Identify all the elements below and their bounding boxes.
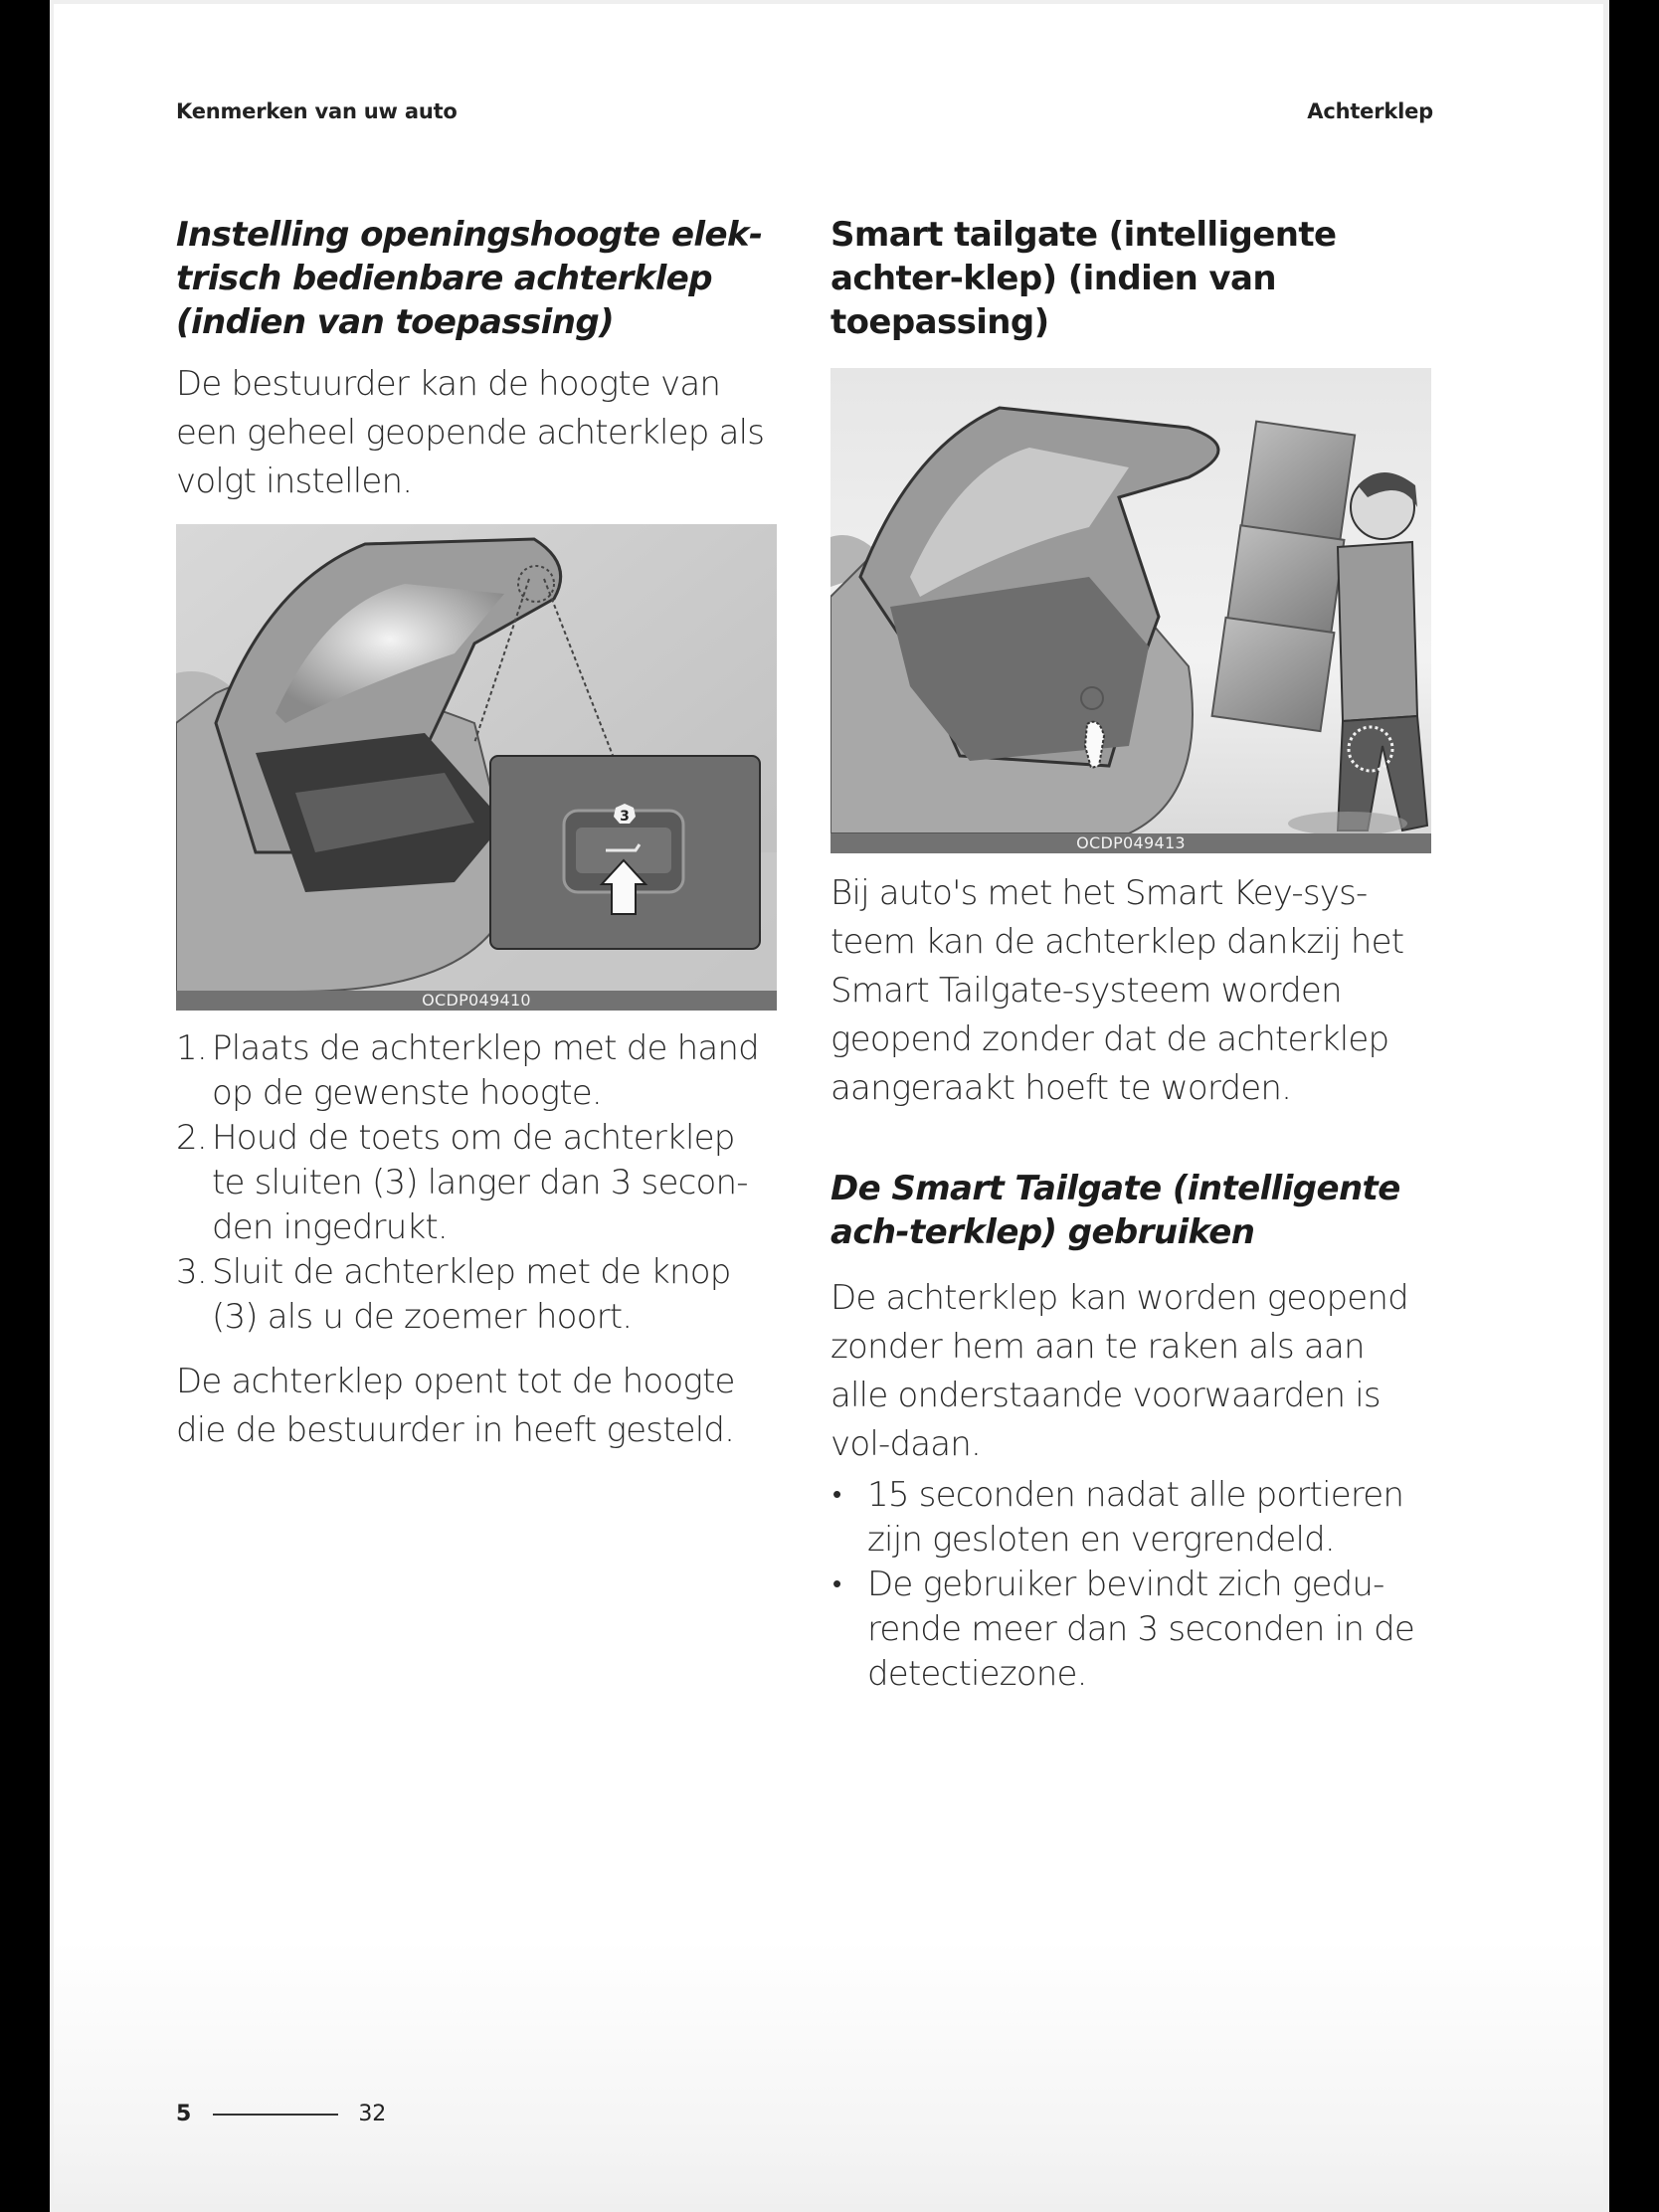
step-number: 2.: [176, 1118, 207, 1158]
person-torso: [1338, 542, 1417, 721]
smart-key-paragraph: Bij auto's met het Smart Key-sys-teem kan de achterklep dankzij het Smart Tailgate-systeem worden geopend zonder dat de achterklep aangeraakt hoeft te worden.: [830, 873, 1404, 1108]
figure-caption: OCDP049413: [830, 833, 1431, 853]
footer-rule: [213, 2114, 338, 2116]
left-column: [176, 213, 777, 1455]
shadow: [1288, 812, 1407, 835]
closing-paragraph: De achterklep opent tot de hoogte die de bestuurder in heeft gesteld.: [176, 1362, 735, 1450]
bullet-icon: •: [832, 1569, 841, 1599]
conditions-intro: De achterklep kan worden geopend zonder hem aan te raken als aan alle onderstaande voorwaarden is vol-daan.: [830, 1278, 1408, 1464]
figure-tailgate-button: [176, 524, 777, 1011]
figure-caption: OCDP049410: [176, 991, 777, 1011]
condition-item: [830, 1563, 1431, 1697]
step-text: Plaats de achterklep met de hand op de gewenste hoogte.: [212, 1028, 759, 1113]
subheading-using-smart-tailgate: De Smart Tailgate (intelligente ach-terklep) gebruiken: [830, 1169, 1400, 1252]
step-number: 3.: [176, 1252, 207, 1292]
bullet-icon: •: [832, 1480, 841, 1510]
right-column: [830, 213, 1431, 1697]
intro-paragraph: De bestuurder kan de hoogte van een geheel geopende achterklep als volgt instellen.: [176, 364, 765, 501]
condition-item: [830, 1473, 1431, 1563]
running-header-chapter: Kenmerken van uw auto: [176, 99, 458, 123]
figure-smart-tailgate: [830, 368, 1431, 853]
condition-text: 15 seconden nadat alle portieren zijn gesloten en vergrendeld.: [867, 1475, 1404, 1560]
step-text: Houd de toets om de achterklep te sluiten (3) langer dan 3 secon-den ingedrukt.: [212, 1118, 748, 1247]
step-item: [176, 1116, 777, 1250]
box: [1241, 422, 1355, 544]
box: [1212, 618, 1335, 731]
page-footer: [176, 2102, 386, 2126]
step-item: [176, 1026, 777, 1116]
page-number: 32: [358, 2102, 387, 2126]
condition-text: De gebruiker bevindt zich gedu-rende meer dan 3 seconden in de detectiezone.: [867, 1565, 1414, 1694]
section-heading-opening-height: Instelling openingshoogte elek-trisch bedienbare achterklep (indien van toepassing): [176, 215, 763, 342]
conditions-list: [830, 1473, 1431, 1697]
smart-tailgate-illustration: [830, 368, 1431, 853]
chapter-number: 5: [176, 2102, 192, 2126]
callout-number: 3: [620, 809, 630, 825]
section-heading-smart-tailgate: Smart tailgate (intelligente achter-klep) (indien van toepassing): [830, 215, 1337, 342]
tailgate-illustration: [176, 524, 777, 1011]
step-item: [176, 1250, 777, 1340]
step-text: Sluit de achterklep met de knop (3) als u de zoemer hoort.: [212, 1252, 731, 1337]
step-number: 1.: [176, 1028, 207, 1068]
steps-list: [176, 1026, 777, 1340]
running-header-section: Achterklep: [1307, 99, 1433, 123]
